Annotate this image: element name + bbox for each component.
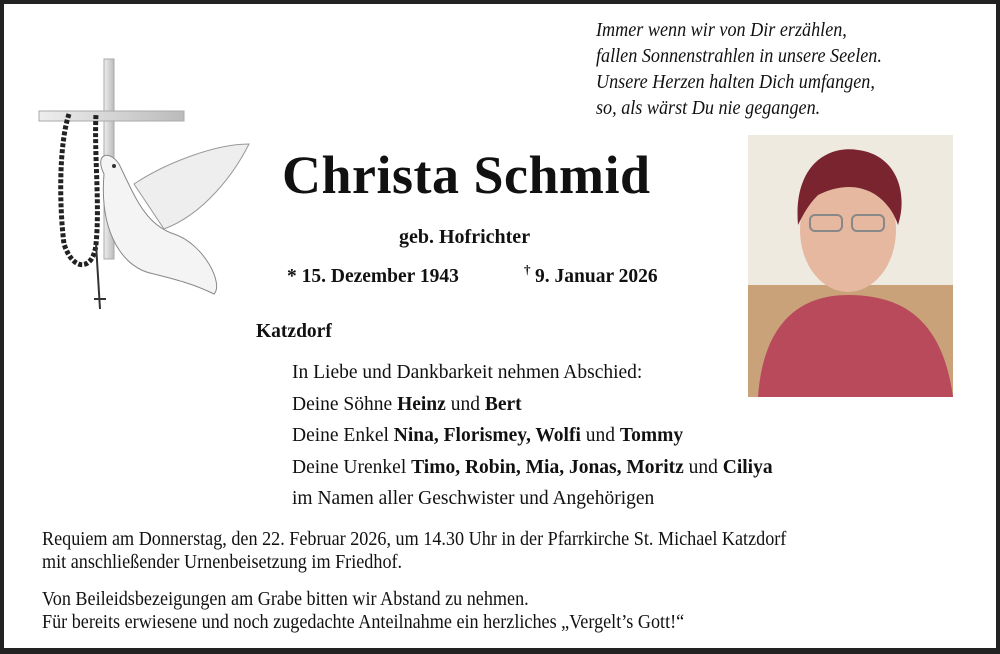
thanks-line: Für bereits erwiesene und noch zugedachte Anteilnahme ein herzliches „Vergelt’s Gott!“ [42,612,685,633]
family-text: im Namen aller Geschwister und Angehörigen [292,488,655,509]
family-member-names: Ciliya [722,456,773,478]
family-member-names: Nina, Florismey, Wolfi [393,425,581,446]
poem-line: Unsere Herzen halten Dich umfangen, [596,72,875,93]
requiem-line: Requiem am Donnerstag, den 22. Februar 2026, um 14.30 Uhr in der Pfarrkirche St. Michael Katzdorf [42,529,787,550]
poem-line: Immer wenn wir von Dir erzählen, [596,20,847,41]
family-text: Deine Enkel [292,425,394,446]
cross-dove-rosary-icon [34,54,254,314]
family-text: Deine Urenkel [292,456,412,478]
family-text: und [445,393,485,415]
requiem-line: mit anschließender Urnenbeisetzung im Friedhof. [42,552,403,573]
maiden-name: geb. Hofrichter [399,226,531,248]
family-member-names: Timo, Robin, Mia, Jonas, Moritz [411,456,684,478]
family-text: Deine Söhne [292,393,398,415]
requiem-info [42,528,786,574]
family-text: und [683,456,723,478]
death-date: 9. Januar 2026 [535,266,658,287]
family-line [292,483,773,515]
death-cross-icon: † [524,262,531,277]
birth-date: * 15. Dezember 1943 [287,266,459,287]
family-text: und [580,425,620,446]
family-member-names: Heinz [397,393,446,415]
poem-line: fallen Sonnenstrahlen in unsere Seelen. [596,46,882,67]
family-line [292,389,773,421]
deceased-name: Christa Schmid [282,145,651,205]
thanks-note [42,588,684,634]
family-text: In Liebe und Dankbarkeit nehmen Abschied: [292,362,643,383]
family-list [292,357,773,515]
thanks-line: Von Beileidsbezeigungen am Grabe bitten wir Abstand zu nehmen. [42,589,529,610]
obituary-notice [4,4,996,648]
poem-line: so, als wärst Du nie gegangen. [596,98,821,119]
family-member-names: Bert [484,393,522,415]
portrait-photo [748,135,953,397]
family-line [292,357,773,389]
family-line [292,420,773,452]
place: Katzdorf [256,321,332,342]
family-member-names: Tommy [619,425,684,446]
family-line [292,452,773,484]
poem [596,18,882,122]
